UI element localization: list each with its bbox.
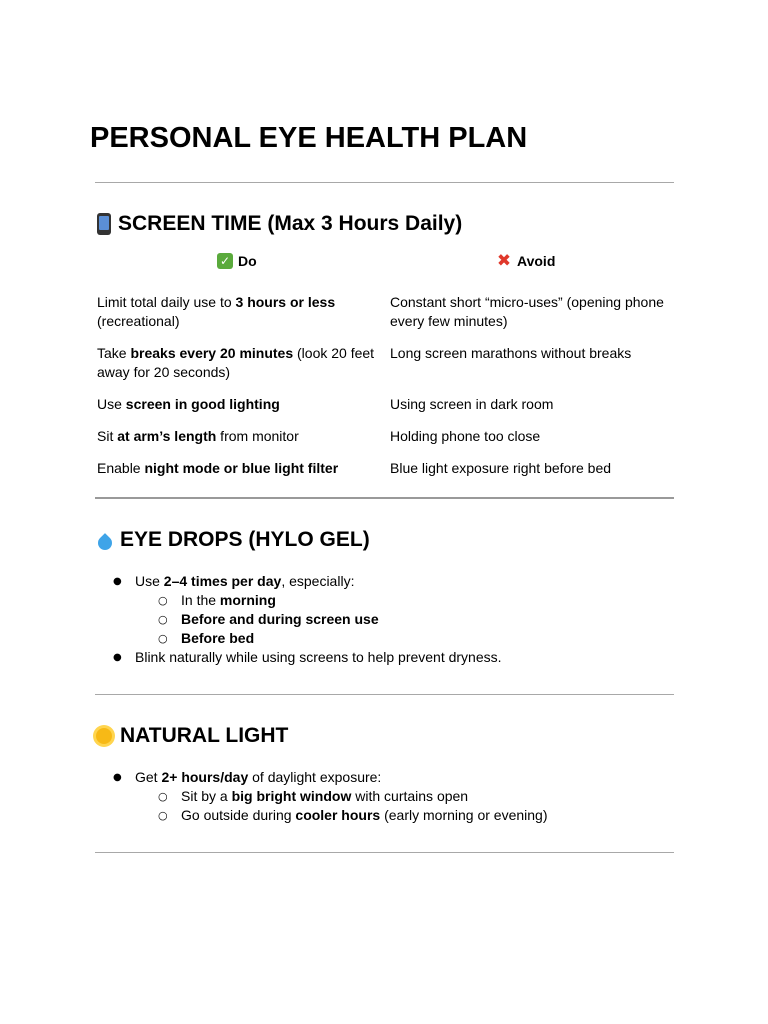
do-cell: Sit at arm’s length from monitor [97,428,299,444]
divider [95,852,674,853]
sub-list-item: ○ Before bed [95,629,502,648]
list-item: ● Blink naturally while using screens to help prevent dryness. [95,648,502,667]
droplet-icon [95,533,115,553]
avoid-header-label: Avoid [517,253,556,269]
section-heading-screen-time [90,212,462,236]
divider [95,182,674,183]
avoid-cell: Holding phone too close [390,428,541,444]
mobile-phone-icon [97,213,111,235]
do-cell: Use screen in good lighting [97,396,280,412]
eye-drops-list [95,572,502,667]
list-item: ● Use 2–4 times per day, especially: [95,572,502,591]
divider [95,694,674,695]
sub-list-item: ○ Go outside during cooler hours (early morning or evening) [95,806,548,825]
do-cell: Limit total daily use to 3 hours or less (recreational) [97,294,336,329]
do-cell: Enable night mode or blue light filter [97,460,339,476]
section-heading-label: NATURAL LIGHT [120,724,289,747]
sub-list-item: ○ In the morning [95,591,502,610]
section-heading-eye-drops [90,528,370,552]
section-heading-label: EYE DROPS (HYLO GEL) [120,528,370,551]
do-cell: Take breaks every 20 minutes (look 20 feet away for 20 seconds) [97,345,375,380]
do-column-header [217,253,257,269]
section-heading-natural-light [90,724,288,748]
natural-light-list [95,768,548,825]
divider [95,497,674,499]
cross-mark-icon: ✖ [496,251,512,271]
avoid-cell: Long screen marathons without breaks [390,345,632,361]
avoid-cell: Blue light exposure right before bed [390,460,612,476]
avoid-cell: Constant short “micro-uses” (opening phone every few minutes) [390,294,664,329]
list-item: ● Get 2+ hours/day of daylight exposure: [95,768,548,787]
check-mark-icon: ✓ [217,253,233,269]
avoid-cell: Using screen in dark room [390,396,554,412]
sun-icon [96,728,112,744]
page-title: PERSONAL EYE HEALTH PLAN [90,122,528,154]
sub-list-item: ○ Before and during screen use [95,610,502,629]
do-header-label: Do [238,253,257,269]
section-heading-label: SCREEN TIME (Max 3 Hours Daily) [118,212,463,235]
sub-list-item: ○ Sit by a big bright window with curtains open [95,787,548,806]
avoid-column-header [496,253,555,269]
